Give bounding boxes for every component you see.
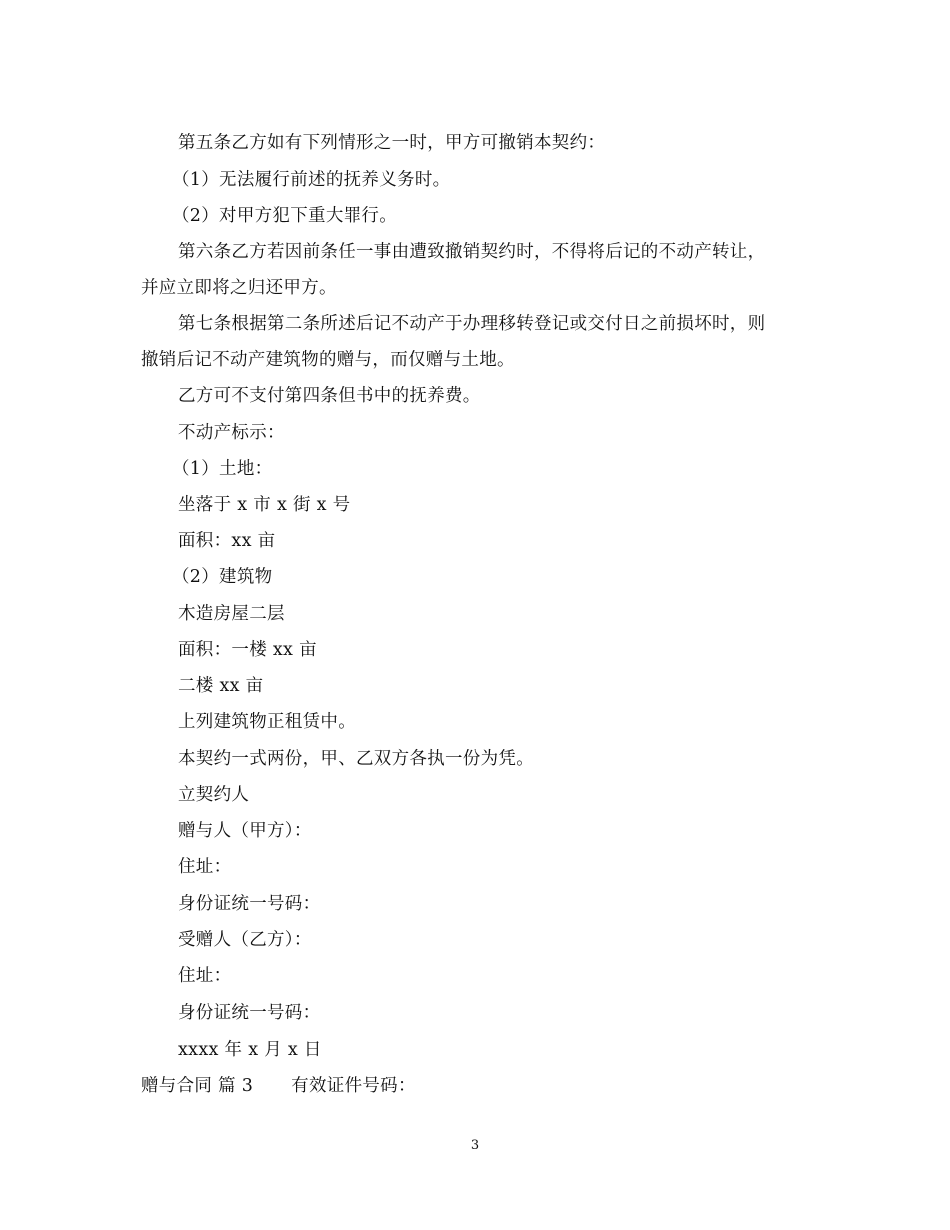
clause-7-line-1: 第七条根据第二条所述后记不动产于办理移转登记或交付日之前损坏时，则 — [178, 314, 766, 334]
section-title: 赠与合同 篇 3 — [141, 1076, 254, 1096]
property-heading: 不动产标示： — [178, 423, 285, 443]
building-type: 木造房屋二层 — [178, 604, 285, 624]
donee-address-label: 住址： — [178, 966, 232, 986]
building-heading: （2）建筑物 — [172, 567, 273, 587]
clause-6-line-1: 第六条乙方若因前条任一事由遭致撤销契约时，不得将后记的不动产转让， — [178, 242, 766, 262]
land-location: 坐落于 x 市 x 街 x 号 — [178, 495, 351, 515]
clause-6-line-2: 并应立即将之归还甲方。 — [141, 278, 337, 298]
land-heading: （1）土地： — [172, 459, 273, 479]
clause-5-item-1: （1）无法履行前述的抚养义务时。 — [172, 170, 451, 190]
clause-7-line-2: 撤销后记不动产建筑物的赠与，而仅赠与土地。 — [141, 350, 515, 370]
certificate-number-label: 有效证件号码： — [291, 1076, 416, 1096]
building-lease-note: 上列建筑物正租赁中。 — [178, 712, 356, 732]
clause-5-line: 第五条乙方如有下列情形之一时，甲方可撤销本契约： — [178, 133, 606, 153]
contracting-parties-label: 立契约人 — [178, 785, 250, 805]
donee-id-label: 身份证统一号码： — [178, 1003, 321, 1023]
building-area-second-floor: 二楼 xx 亩 — [178, 676, 264, 696]
land-area: 面积：xx 亩 — [178, 531, 276, 551]
clause-7-line-3: 乙方可不支付第四条但书中的抚养费。 — [178, 386, 481, 406]
clause-5-item-2: （2）对甲方犯下重大罪行。 — [172, 206, 398, 226]
building-area-first-floor: 面积：一楼 xx 亩 — [178, 640, 317, 660]
page-number: 3 — [470, 1138, 480, 1153]
donee-label: 受赠人（乙方）： — [178, 930, 312, 950]
donor-label: 赠与人（甲方）： — [178, 821, 312, 841]
donor-address-label: 住址： — [178, 857, 232, 877]
signature-date: xxxx 年 x 月 x 日 — [178, 1040, 322, 1060]
document-footer-line — [141, 1075, 416, 1097]
copies-note: 本契约一式两份，甲、乙双方各执一份为凭。 — [178, 749, 534, 769]
donor-id-label: 身份证统一号码： — [178, 894, 321, 914]
